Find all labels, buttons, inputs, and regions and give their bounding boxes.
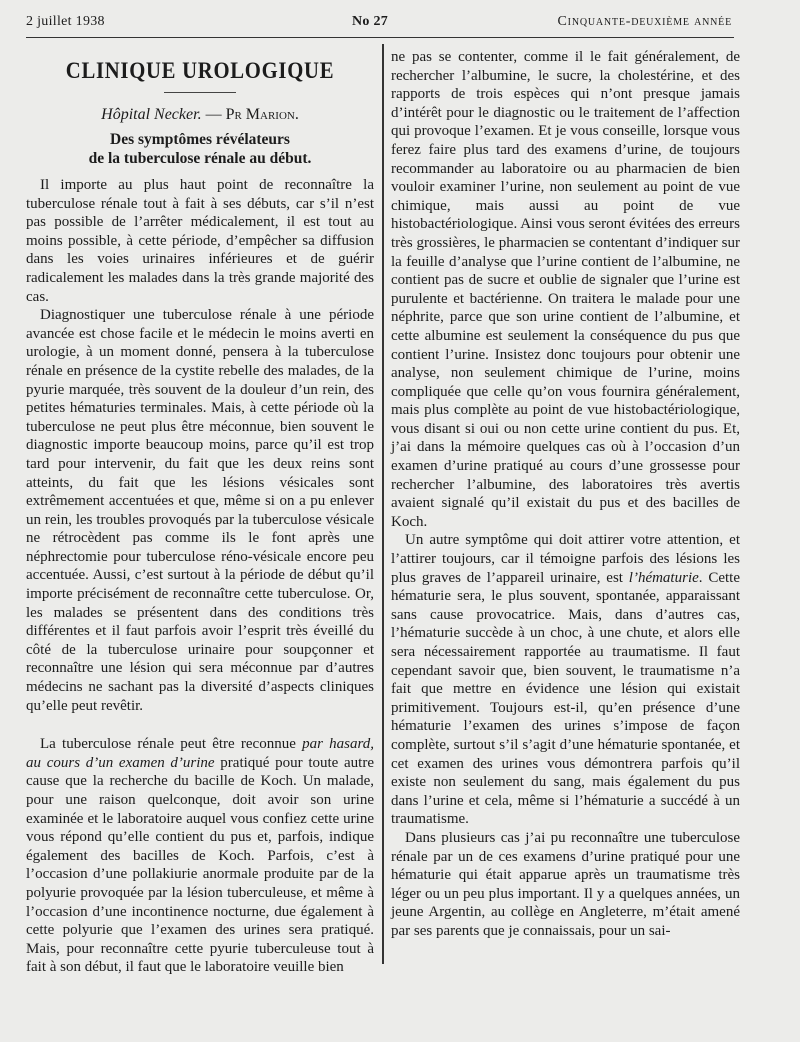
left-column: [26, 50, 374, 977]
hospital-dash: —: [201, 106, 226, 123]
article-title-line-2: de la tuberculose rénale au début.: [88, 150, 312, 167]
paragraph: Diagnostiquer une tuberculose rénale à une période avancée est chose facile et le médecin le moins averti en urologie, à un moment donné, pensera à la tuberculose rénale en présence de la cystite rebelle des malades, de la pyurie marquée, très souvent de la douleur d’un rein, des petites hématuries terminales. Mais, à cette période où la tuberculose ne peut plus être méconnue, bien souvent le diagnostic importe beaucoup moins, parce qu’il est trop tard pour intervenir, du fait que les deux reins sont atteints, du fait que les lésions vésicales sont extrêmement accentuées et que, même si on a pu enlever un rein, les troubles provoqués par la tuberculose vésicale ne rétrocèdent pas comme ils le font après une néphrectomie pour tuberculose réno-vésicale encore peu accentuée. Aussi, c’est surtout à la période de début qu’il importe précisément de reconnaître cette tuberculose. Or, les malades se présentent dans des conditions très différentes et il faut parfois avoir l’esprit très éveillé du côté de la tuberculose urinaire pour soupçonner et reconnaître une lésion qui sera méconnue par d’autres médecins ne sachant pas la diversité d’aspects cliniques qu’elle peut revêtir.: [26, 307, 374, 714]
volume-year: Cinquante-deuxième année: [557, 14, 732, 29]
article-title-line-1: Des symptômes révélateurs: [110, 131, 290, 148]
issue-date: 2 juillet 1938: [26, 14, 105, 29]
section-title: CLINIQUE UROLOGIQUE: [43, 58, 356, 93]
article-title: [26, 130, 374, 168]
paragraph-text: . Cette hématurie sera, le plus souvent, spontanée, apparaissant sans cause provocatrice. Mais, dans d’autres cas, l’hématurie succède à un choc, à une chute, et alors elle sera nécessairement rapportée au traumatisme. Il faut cependant savoir que, bien souvent, le traumatisme n’a fait que mettre en évidence une lésion qui existait primitivement. Toujours est-il, qu’en présence d’une hématurie l’examen des urines s’impose de façon complète, surtout s’il s’agit d’une hématurie spontanée, et cet examen des urines vous démontrera parfois qu’il existe non seulement du sang, mais également du pus dans l’urine et cela, même si l’hématurie a succédé à un traumatisme.: [391, 569, 740, 828]
paragraph-text: pratiqué pour toute autre cause que la recherche du bacille de Koch. Un malade, pour une raison quelconque, doit avoir son urine examinée et le laboratoire auquel vous confiez cette urine vous répond qu’elle contient du pus et, parfois, indique également des bacilles de Koch. Parfois, c’est à l’occasion d’une pollakiurie anormale produite par de la polyurie provoquée par la lésion tuberculeuse, et même à l’occasion d’une incontinence nocturne, due également à cette polyurie que l’examen des urines sera pratiqué. Mais, pour reconnaître cette pyurie tuberculeuse tout à fait à son début, il faut que le laboratoire veuille bien: [26, 754, 374, 976]
paragraph: [391, 531, 740, 829]
issue-number: No 27: [352, 14, 389, 29]
right-column: [391, 48, 740, 941]
header-rule: [26, 37, 734, 38]
running-header: [26, 14, 732, 36]
paragraph: ne pas se contenter, comme il le fait généralement, de rechercher l’albumine, le sucre, la cholestérine, et des rapports de trois espèces qui n’ont presque jamais d’intérêt pour le diagnostic ou le traitement de l’affection qui provoque l’examen. Et je vous conseille, lorsque vous ferez faire plus tard des examens d’urine, de toujours recommander au laboratoire ou au pharmacien de bien vouloir examiner l’urine, non seulement au point de vue chimique, mais aussi au point de vue histobactériologique. Ainsi vous seront évitées des erreurs très grossières, le pharmacien se contentant d’indiquer sur la feuille d’analyse que l’urine contient de l’albumine, ne contient pas de sucre et oublie de signaler que l’urine est purulente et bactérienne. On traitera le malade pour une néphrite, parce que son urine contient de l’albumine, et cette albumine est seulement la conséquence du pus que contient l’urine. Insistez donc toujours pour obtenir une analyse, non seulement chimique de l’urine, moins compliquée que celle qu’on vous fournira généralement, mais plus complète au point de vue histobactériologique, vous disant si oui ou non cette urine contient du pus. Et, j’ai dans la mémoire quelques cas où à l’occasion d’un examen d’urine pratiqué au cours d’une grossesse pour rechercher l’albumine, des laboratoires très avertis avaient signalé qu’il existait du pus et des bacilles de Koch.: [391, 49, 740, 530]
hospital-name: Hôpital Necker.: [101, 106, 202, 123]
emphasis-text: l’hématurie: [628, 569, 699, 586]
paragraph-text: Un autre symptôme qui doit attirer votre attention, et l’attirer toujours, car il témoigne parfois des lésions les plus graves de l’appareil urinaire, est: [391, 532, 740, 586]
paragraph: [26, 735, 374, 977]
column-rule: [382, 44, 384, 964]
emphasis-text: par hasard, au cours d’un examen d’urine: [26, 736, 374, 771]
professor-name: Pr Marion.: [225, 106, 299, 123]
paragraph: Il importe au plus haut point de reconnaître la tuberculose rénale tout à fait à ses débuts, car s’il n’est pas possible de l’arrêter médicalement, il est tout au moins possible, à cette période, d’empêcher sa diffusion dans les voies urinaires inférieures et de guérir radicalement les malades dans la très grande majorité des cas.: [26, 177, 374, 305]
hospital-line: [26, 106, 374, 124]
paragraph: Dans plusieurs cas j’ai pu reconnaître une tuberculose rénale par un de ces examens d’urine pratiqué pour une hématurie qui était apparue après un traumatisme très léger ou un peu plus important. Il y a quelques années, un jeune Argentin, au collège en Angleterre, m’était amené par ses parents que je connaissais, pour un sai-: [391, 829, 740, 939]
paragraph-text: La tuberculose rénale peut être reconnue: [40, 736, 303, 753]
